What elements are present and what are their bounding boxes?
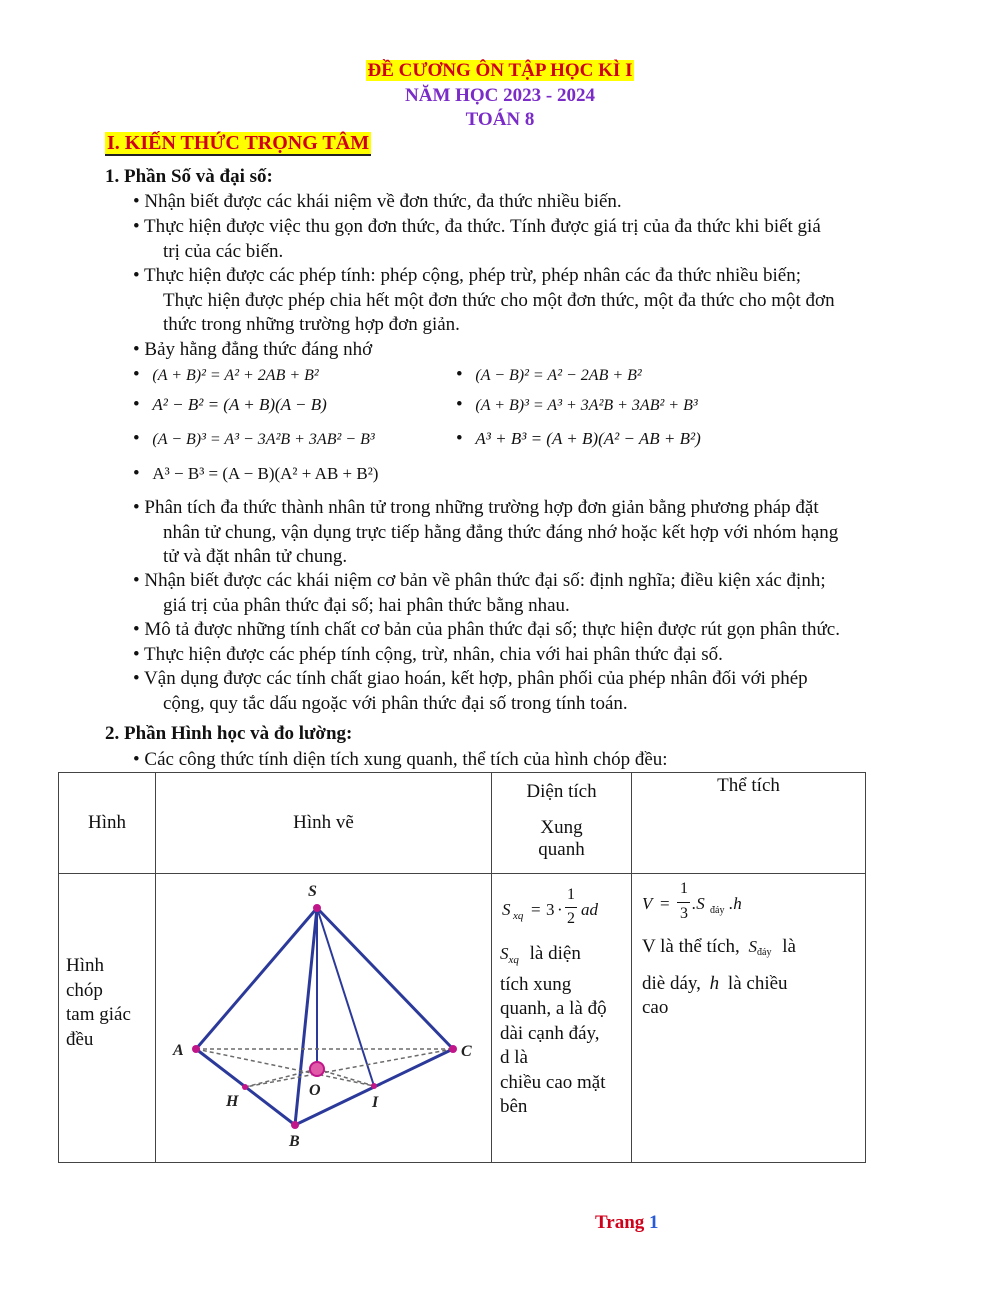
pyramid-figure [156,874,489,1156]
bullet-polynomial-operations: • Thực hiện được các phép tính: phép cộng, phép trừ, phép nhân các đa thức nhiều biến; Thực hiện được phép chia hết một đơn thức cho một đơn thức, một đa thức cho một đơn thức trong những trường hợp đơn giản. [133,265,835,335]
section-1-heading: I. KIẾN THỨC TRỌNG TÂM [107,132,370,154]
point-S [313,904,321,912]
segment-OI [317,1069,374,1086]
point-I [371,1083,377,1089]
bullet-simplify-polynomial: • Thực hiện được việc thu gọn đơn thức, đa thức. Tính được giá trị của đa thức khi biết giá trị của các biến. [133,216,821,262]
identity-7: • A³ − B³ = (A − B)(A² + AB + B²) [133,463,379,484]
identity-5: • (A − B)³ = A³ − 3A²B + 3AB² − B³ [133,428,375,449]
label-O: O [309,1082,321,1099]
label-C: C [461,1043,472,1060]
bullet-rational-properties: • Mô tả được những tính chất cơ bản của phân thức đại số; thực hiện được rút gọn phân thức. [133,619,840,640]
header-drawing: Hình vẽ [156,773,492,874]
point-O [310,1062,324,1076]
part-2-heading: 2. Phần Hình học và đo lường: [105,723,353,744]
bullet-factorization: • Phân tích đa thức thành nhân tử trong những trường hợp đơn giản bằng phương pháp đặt nhân tử chung, vận dụng trực tiếp hằng đẳng thức đáng nhớ hoặc kết hợp với nhóm hạng tử và đặt nhân tử chung. [133,497,839,567]
bullet-rational-operations: • Thực hiện được các phép tính cộng, trừ, nhân, chia với hai phân thức đại số. [133,644,723,665]
table-header-row [59,773,866,874]
cell-volume: V = 1 3 .S đáy .h V là thể tích, Sđáy là diè dáy, h là chiều cao [632,874,866,1163]
cell-shape-name: Hình chóp tam giác đều [59,874,156,1163]
label-H: H [226,1093,239,1110]
cell-drawing [156,874,492,1163]
point-H [242,1084,248,1090]
label-B: B [289,1133,300,1150]
subject-title: TOÁN 8 [465,109,535,130]
school-year: NĂM HỌC 2023 - 2024 [405,85,595,106]
lateral-area-formula: S xq = 3 · 1 2 ad [502,886,598,927]
point-A [192,1045,200,1053]
point-B [291,1121,299,1129]
identity-6: • A³ + B³ = (A + B)(A² − AB + B²) [456,428,701,449]
edge-SC [317,908,453,1049]
bullet-apply-properties: • Vận dụng được các tính chất giao hoán, kết hợp, phân phối của phép nhân đối với phép cộng, quy tắc dấu ngoặc với phân thức đại số trong tính toán. [133,668,808,714]
edge-SA [196,908,317,1049]
identity-3: • A² − B² = (A + B)(A − B) [133,394,327,415]
identity-2: • (A − B)² = A² − 2AB + B² [456,364,642,385]
apothem-SI [317,908,374,1086]
cell-lateral-area: S xq = 3 · 1 2 ad $S_{xq}$ là diện tích xung quanh, a là độ dài cạnh đáy, d là chiều cao mặt bên [492,874,632,1163]
volume-formula: V = 1 3 .S đáy .h [642,880,742,922]
pyramid-formula-table [58,772,866,1163]
identity-1: • (A + B)² = A² + 2AB + B² [133,364,319,385]
bullet-monomial-recognition: • Nhận biết được các khái niệm về đơn thức, đa thức nhiều biến. [133,191,622,212]
header-volume: Thể tích [632,773,866,874]
point-C [449,1045,457,1053]
document-title: ĐỀ CƯƠNG ÔN TẬP HỌC KÌ I [367,60,633,81]
label-S: S [308,883,317,900]
identity-4: • (A + B)³ = A³ + 3A²B + 3AB² + B³ [456,394,698,415]
bullet-seven-identities: • Bảy hằng đẳng thức đáng nhớ [133,339,373,360]
table-row-triangular-pyramid [59,874,866,1163]
bullet-rational-expression-concepts: • Nhận biết được các khái niệm cơ bản về phân thức đại số: định nghĩa; điều kiện xác định; giá trị của phân thức đại số; hai phân thức bằng nhau. [133,570,826,616]
bullet-pyramid-formulas: • Các công thức tính diện tích xung quanh, thể tích của hình chóp đều: [133,749,668,770]
page-footer: Trang 1 [595,1212,659,1233]
header-shape: Hình [59,773,156,874]
label-A: A [173,1042,184,1059]
part-1-heading: 1. Phần Số và đại số: [105,166,273,187]
header-area: Diện tích Xung quanh [492,773,632,874]
segment-HO [245,1069,317,1087]
label-I: I [372,1094,379,1111]
